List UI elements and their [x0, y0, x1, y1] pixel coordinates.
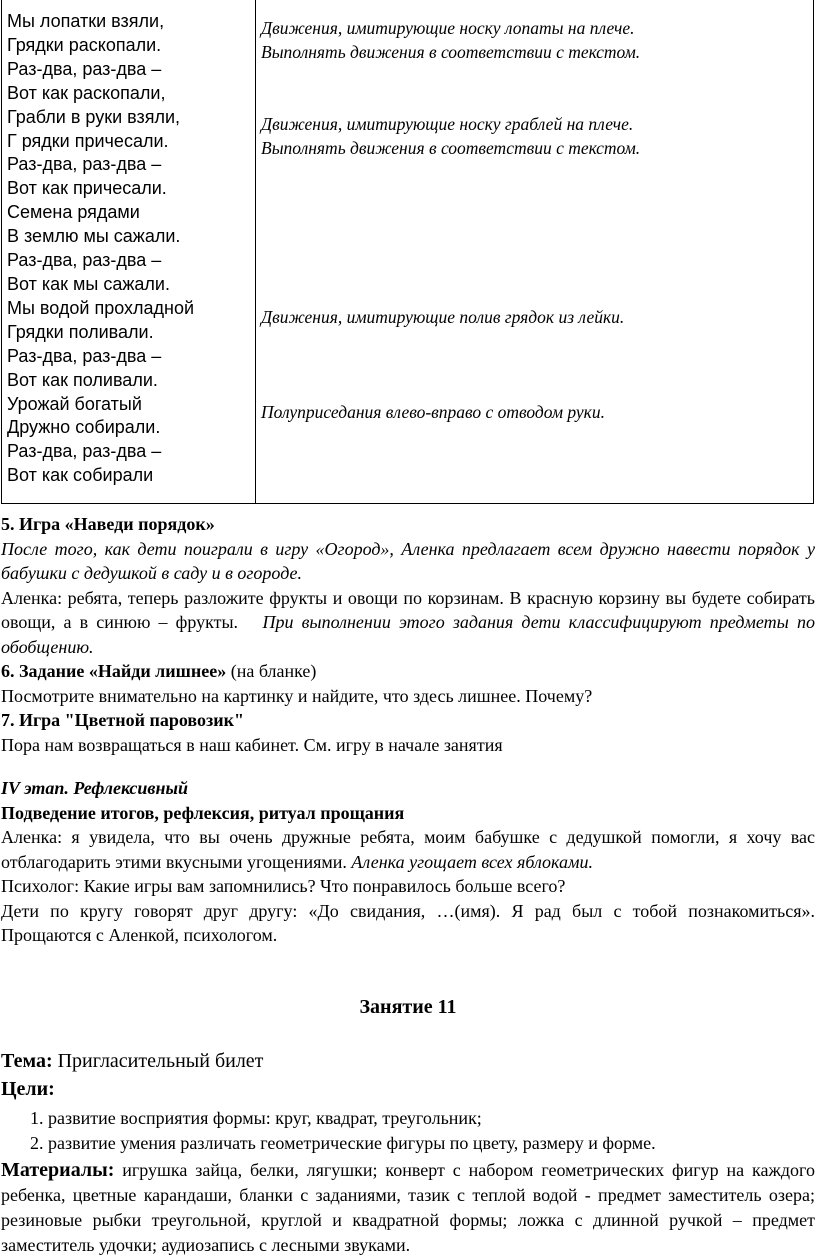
game7-heading: 7. Игра "Цветной паровозик" [1, 710, 244, 730]
poem-line: Грабли в руки взяли, [7, 106, 181, 127]
movement-line: Движения, имитирующие носку лопаты на плече. [261, 18, 635, 38]
stage4-subtitle: Подведение итогов, рефлексия, ритуал прощания [1, 802, 405, 823]
topic-value: Пригласительный билет [52, 1050, 264, 1072]
poem-text-column [7, 10, 251, 488]
game5-section [1, 512, 815, 757]
game7-text: Пора нам возвращаться в наш кабинет. См. игру в начале занятия [1, 734, 503, 755]
task6-heading [1, 659, 815, 684]
game5-intro: После того, как дети поиграли в игру «Огород», Аленка предлагает всем дружно навести порядок у бабушки с дедушкой в саду и в огороде. [1, 538, 815, 583]
game5-text [1, 586, 815, 660]
movement-line: Выполнять движения в соответствии с текстом. [261, 138, 641, 158]
stage4-paragraph [1, 825, 815, 874]
task6-title: 6. Задание «Найди лишнее» [1, 661, 227, 681]
poem-line: Мы лопатки взяли, [7, 11, 165, 31]
poem-line: Г рядки причесали. [7, 130, 169, 151]
poem-line: В землю мы сажали. [7, 226, 181, 247]
stage4-farewell: Дети по кругу говорят друг другу: «До свидания, …(имя). Я рад был с тобой познакомиться». Прощаются с Аленкой, психологом. [1, 900, 815, 945]
poem-line: Раз-два, раз-два – [7, 58, 162, 79]
poem-line: Грядки раскопали. [7, 34, 162, 55]
movement-line: Полуприседания влево-вправо с отводом руки. [261, 402, 605, 422]
poem-line: Мы водой прохладной [7, 297, 195, 318]
goals-list [30, 1106, 656, 1156]
task6-text: Посмотрите внимательно на картинку и найдите, что здесь лишнее. Почему? [1, 685, 593, 706]
table-column-divider [255, 0, 256, 503]
materials-label: Материалы: [1, 1159, 115, 1181]
stage4-p1-note: Аленка угощает всех яблоками. [351, 851, 593, 872]
goal-item: 1. развитие восприятия формы: круг, квадрат, треугольник; [30, 1108, 482, 1128]
poem-line: Раз-два, раз-два – [7, 345, 162, 366]
poem-line: Раз-два, раз-два – [7, 250, 162, 271]
movement-line: Движения, имитирующие полив грядок из лейки. [261, 307, 625, 327]
game5-heading: 5. Игра «Наведи порядок» [1, 514, 215, 534]
poem-line: Вот как причесали. [7, 178, 167, 199]
poem-line: Вот как мы сажали. [7, 273, 170, 294]
stage4-title: IV этап. Рефлексивный [1, 778, 188, 798]
stage4-question: Психолог: Какие игры вам запомнились? Что понравилось больше всего? [1, 876, 566, 896]
lesson-topic [1, 1050, 263, 1073]
goal-item: 2. развитие умения различать геометрические фигуры по цвету, размеру и форме. [30, 1133, 656, 1153]
topic-label: Тема: [1, 1050, 53, 1072]
task6-suffix: (на бланке) [226, 661, 317, 681]
lesson-title: Занятие 11 [359, 996, 457, 1018]
movement-line: Движения, имитирующие носку граблей на плече. [261, 114, 634, 134]
materials-paragraph [1, 1158, 815, 1258]
materials-text: игрушка зайца, белки, лягушки; конверт с набором геометрических фигур на каждого ребенка, цветные карандаши, бланки с заданиями, тазик с теплой водой - предмет заместитель озера; резиновые рыбки треугольной, круглой и квадратной формы; ложка с длинной ручкой – предмет заместитель удочки; аудиозапись с лесными звуками. [1, 1160, 815, 1255]
poem-line: Дружно собирали. [7, 417, 161, 438]
poem-line: Раз-два, раз-два – [7, 154, 162, 175]
poem-line: Вот как раскопали, [7, 82, 166, 103]
poem-line: Урожай богатый [7, 393, 142, 414]
stage4-p1-text: Аленка: я увидела, что вы очень дружные ребята, моим бабушке с дедушкой помогли, я хочу вас отблагодарить этими вкусными угощениями. [1, 827, 815, 872]
poem-line: Вот как поливали. [7, 369, 158, 390]
goals-label: Цели: [1, 1078, 55, 1100]
game5-note: При выполнении этого задания дети классифицируют предметы по обобщению. [1, 612, 815, 657]
poem-line: Вот как собирали [7, 465, 154, 486]
game5-instruction: Аленка: ребята, теперь разложите фрукты и овощи по корзинам. В красную корзину вы будете собирать овощи, а в синюю – фрукты. [1, 587, 815, 632]
poem-line: Раз-два, раз-два – [7, 441, 162, 462]
stage4-section [1, 776, 815, 948]
movement-line: Выполнять движения в соответствии с текстом. [261, 42, 641, 62]
poem-table [1, 0, 814, 504]
poem-line: Семена рядами [7, 202, 140, 223]
poem-line: Грядки поливали. [7, 321, 154, 342]
